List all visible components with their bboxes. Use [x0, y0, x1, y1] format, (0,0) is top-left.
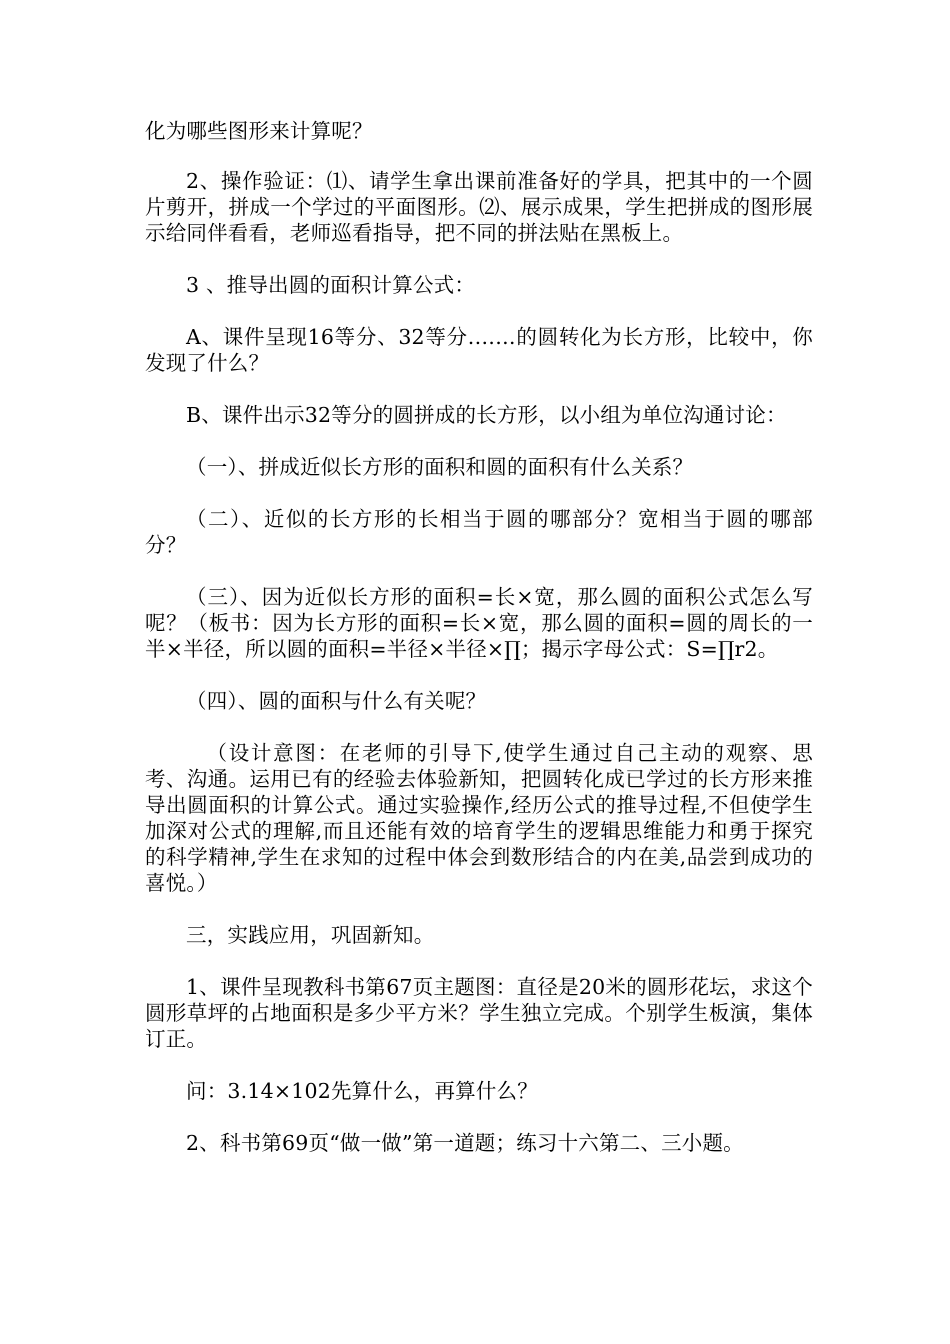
- paragraph-exercise-one: 1、课件呈现教科书第67页主题图：直径是20米的圆形花坛，求这个圆形草坪的占地面积是多少平方米？学生独立完成。个别学生板演，集体订正。: [145, 975, 813, 1051]
- section-heading-practice: 三，实践应用，巩固新知。: [186, 923, 435, 947]
- paragraph-question-three: （三）、因为近似长方形的面积=长×宽，那么圆的面积公式怎么写呢？（板书：因为长方形的面积=长×宽，那么圆的面积=圆的周长的一半×半径，所以圆的面积=半径×半径×∏；揭示字母公式：S=∏r2。: [145, 585, 813, 661]
- paragraph-question-calc: 问：3.14×102先算什么，再算什么？: [186, 1079, 538, 1103]
- paragraph-continuation: 化为哪些图形来计算呢？: [145, 119, 373, 143]
- paragraph-question-four: （四）、圆的面积与什么有关呢？: [186, 689, 487, 713]
- paragraph-question-two: （二）、近似的长方形的长相当于圆的哪部分？宽相当于圆的哪部分？: [145, 507, 813, 557]
- paragraph-courseware-b: B、课件出示32等分的圆拼成的长方形，以小组为单位沟通讨论：: [186, 403, 787, 427]
- paragraph-operation-verify: 2、操作验证：⑴、请学生拿出课前准备好的学具，把其中的一个圆片剪开，拼成一个学过的平面图形。⑵、展示成果，学生把拼成的图形展示给同伴看看，老师巡看指导，把不同的拼法贴在黑板上。: [145, 169, 813, 245]
- paragraph-courseware-a: A、课件呈现16等分、32等分.……的圆转化为长方形，比较中，你发现了什么？: [145, 325, 813, 375]
- paragraph-question-one: （一）、拼成近似长方形的面积和圆的面积有什么关系？: [186, 455, 694, 479]
- document-body: [145, 118, 813, 1156]
- paragraph-design-intent: （设计意图：在老师的引导下,使学生通过自己主动的观察、思考、沟通。运用已有的经验去体验新知，把圆转化成已学过的长方形来推导出圆面积的计算公式。通过实验操作,经历公式的推导过程,不但使学生加深对公式的理解,而且还能有效的培育学生的逻辑思维能力和勇于探究的科学精神,学生在求知的过程中体会到数形结合的内在美,品尝到成功的喜悦。）: [145, 741, 813, 895]
- paragraph-derive-formula: 3 、推导出圆的面积计算公式：: [186, 273, 476, 297]
- paragraph-exercise-two: 2、科书第69页“做一做”第一道题；练习十六第二、三小题。: [186, 1131, 744, 1155]
